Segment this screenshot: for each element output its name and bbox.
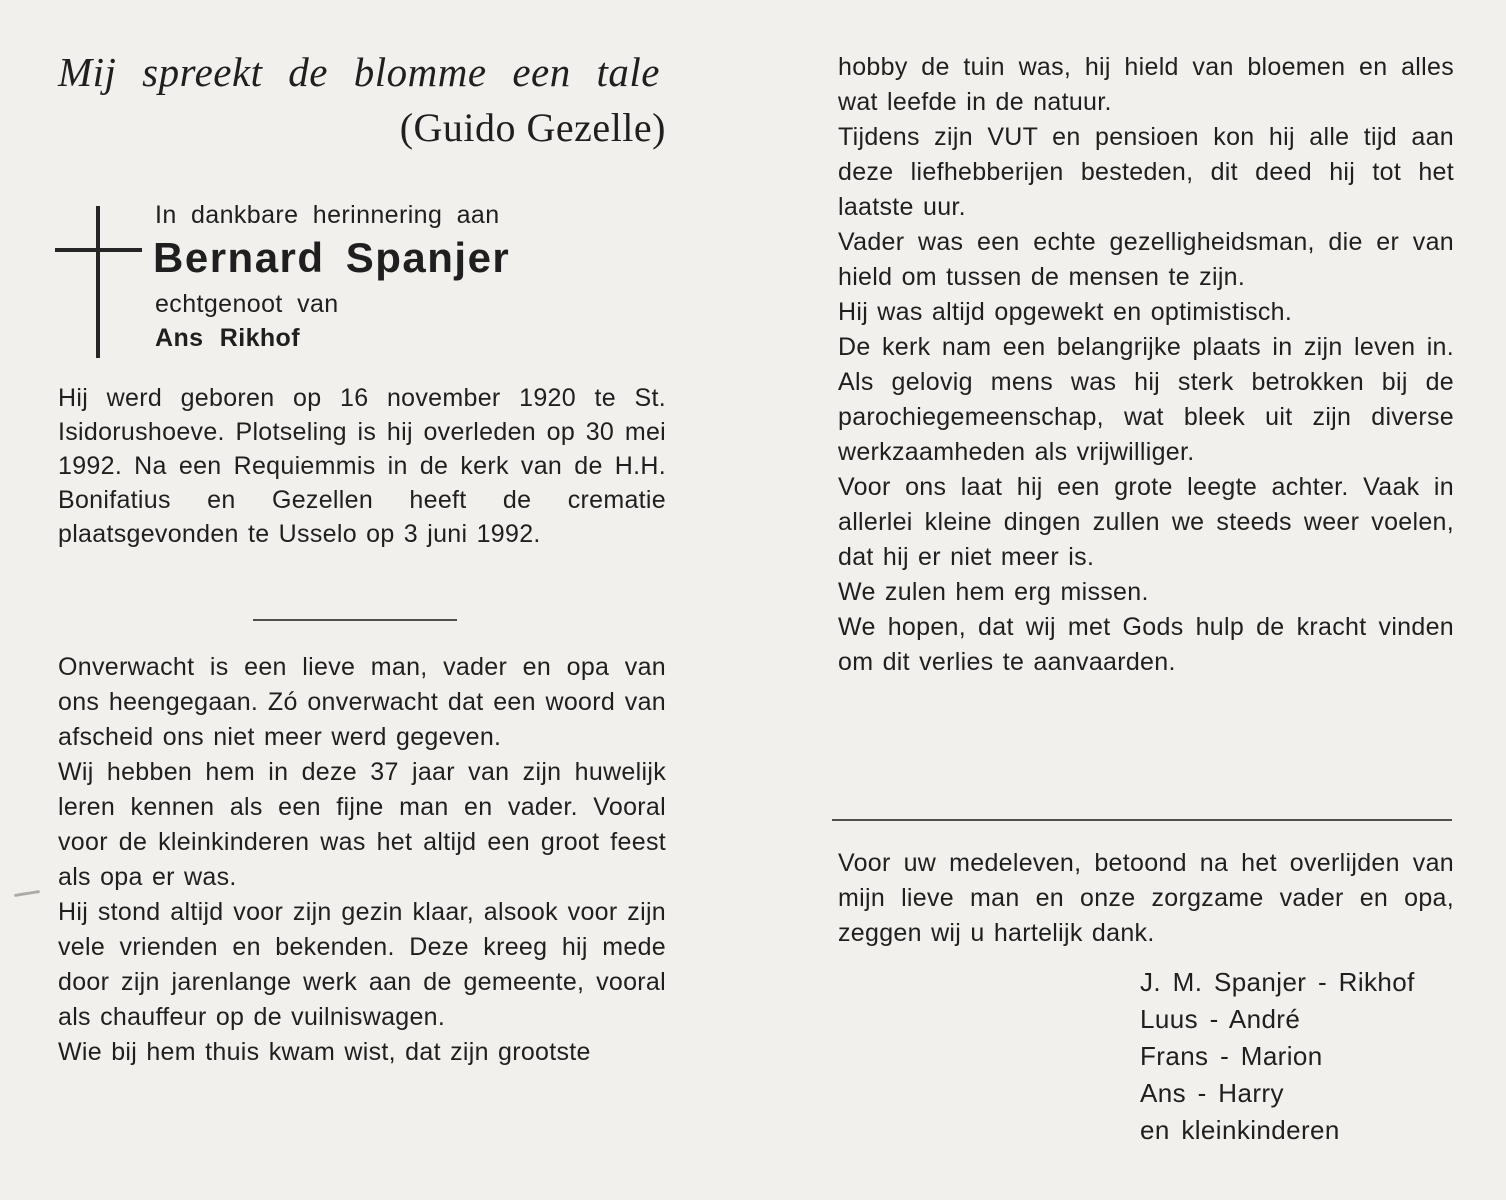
right-paragraph: hobby de tuin was, hij hield van bloemen en alles wat leefde in de natuur.: [838, 53, 1454, 116]
right-paragraph: Tijdens zijn VUT en pensioen kon hij alle tijd aan deze liefhebberijen besteden, dit deed hij tot het laatste uur.: [838, 123, 1454, 221]
quote-text: Mij spreekt de blomme een tale: [58, 49, 660, 95]
right-paragraph: De kerk nam een belangrijke plaats in zijn leven in. Als gelovig mens was hij sterk betrokken bij de parochiegemeenschap, wat bleek uit zijn diverse werkzaamheden als vrijwilliger.: [838, 333, 1454, 466]
right-paragraph: Voor ons laat hij een grote leegte achter. Vaak in allerlei kleine dingen zullen we steeds weer voelen, dat hij er niet meer is.: [838, 473, 1454, 571]
right-column-divider: [832, 819, 1452, 821]
left-column-divider: [253, 619, 457, 621]
signature-line: Frans - Marion: [1140, 1041, 1323, 1071]
signature-line: Ans - Harry: [1140, 1078, 1284, 1108]
signature-line: J. M. Spanjer - Rikhof: [1140, 967, 1415, 997]
right-paragraph: We hopen, dat wij met Gods hulp de kracht vinden om dit verlies te aanvaarden.: [838, 613, 1454, 676]
cross-vertical-bar: [96, 206, 100, 358]
signatures-list: [1140, 964, 1415, 1149]
obituary-paragraph: Hij werd geboren op 16 november 1920 te St. Isidorushoeve. Plotseling is hij overleden op 30 mei 1992. Na een Requiemmis in de kerk van de H.H. Bonifatius en Gezellen heeft de crematie plaatsgevonden te Usselo op 3 juni 1992.: [58, 384, 666, 548]
dedication-relation: echtgenoot van: [155, 290, 339, 318]
spouse-name: Ans Rikhof: [155, 324, 300, 352]
cross-icon: [55, 206, 145, 361]
quote-attribution: (Guido Gezelle): [399, 105, 666, 150]
left-paragraph: Wie bij hem thuis kwam wist, dat zijn grootste: [58, 1038, 591, 1066]
deceased-name: Bernard Spanjer: [153, 234, 511, 281]
signature-line: Luus - André: [1140, 1004, 1301, 1034]
right-column: [838, 50, 1454, 680]
left-paragraph: Onverwacht is een lieve man, vader en opa van ons heengegaan. Zó onverwacht dat een woord van afscheid ons niet meer werd gegeven.: [58, 653, 666, 751]
left-paragraph: Wij hebben hem in deze 37 jaar van zijn huwelijk leren kennen als een fijne man en vader. Vooral voor de kleinkinderen was het altijd een groot feest als opa er was.: [58, 758, 666, 891]
left-paragraph: Hij stond altijd voor zijn gezin klaar, alsook voor zijn vele vrienden en bekenden. Deze kreeg hij mede door zijn jarenlange werk aan de gemeente, vooral als chauffeur op de vuilniswagen.: [58, 898, 666, 1031]
scan-artifact-mark: [14, 890, 40, 897]
signature-line: en kleinkinderen: [1140, 1115, 1340, 1145]
right-paragraph: Hij was altijd opgewekt en optimistisch.: [838, 298, 1293, 326]
right-paragraph: Vader was een echte gezelligheidsman, die er van hield om tussen de mensen te zijn.: [838, 228, 1454, 291]
right-paragraph: We zulen hem erg missen.: [838, 578, 1149, 606]
acknowledgement-paragraph: Voor uw medeleven, betoond na het overlijden van mijn lieve man en onze zorgzame vader en opa, zeggen wij u hartelijk dank.: [838, 849, 1454, 947]
dedication-intro: In dankbare herinnering aan: [155, 201, 500, 229]
cross-horizontal-bar: [55, 248, 142, 252]
left-column: [58, 650, 666, 1070]
